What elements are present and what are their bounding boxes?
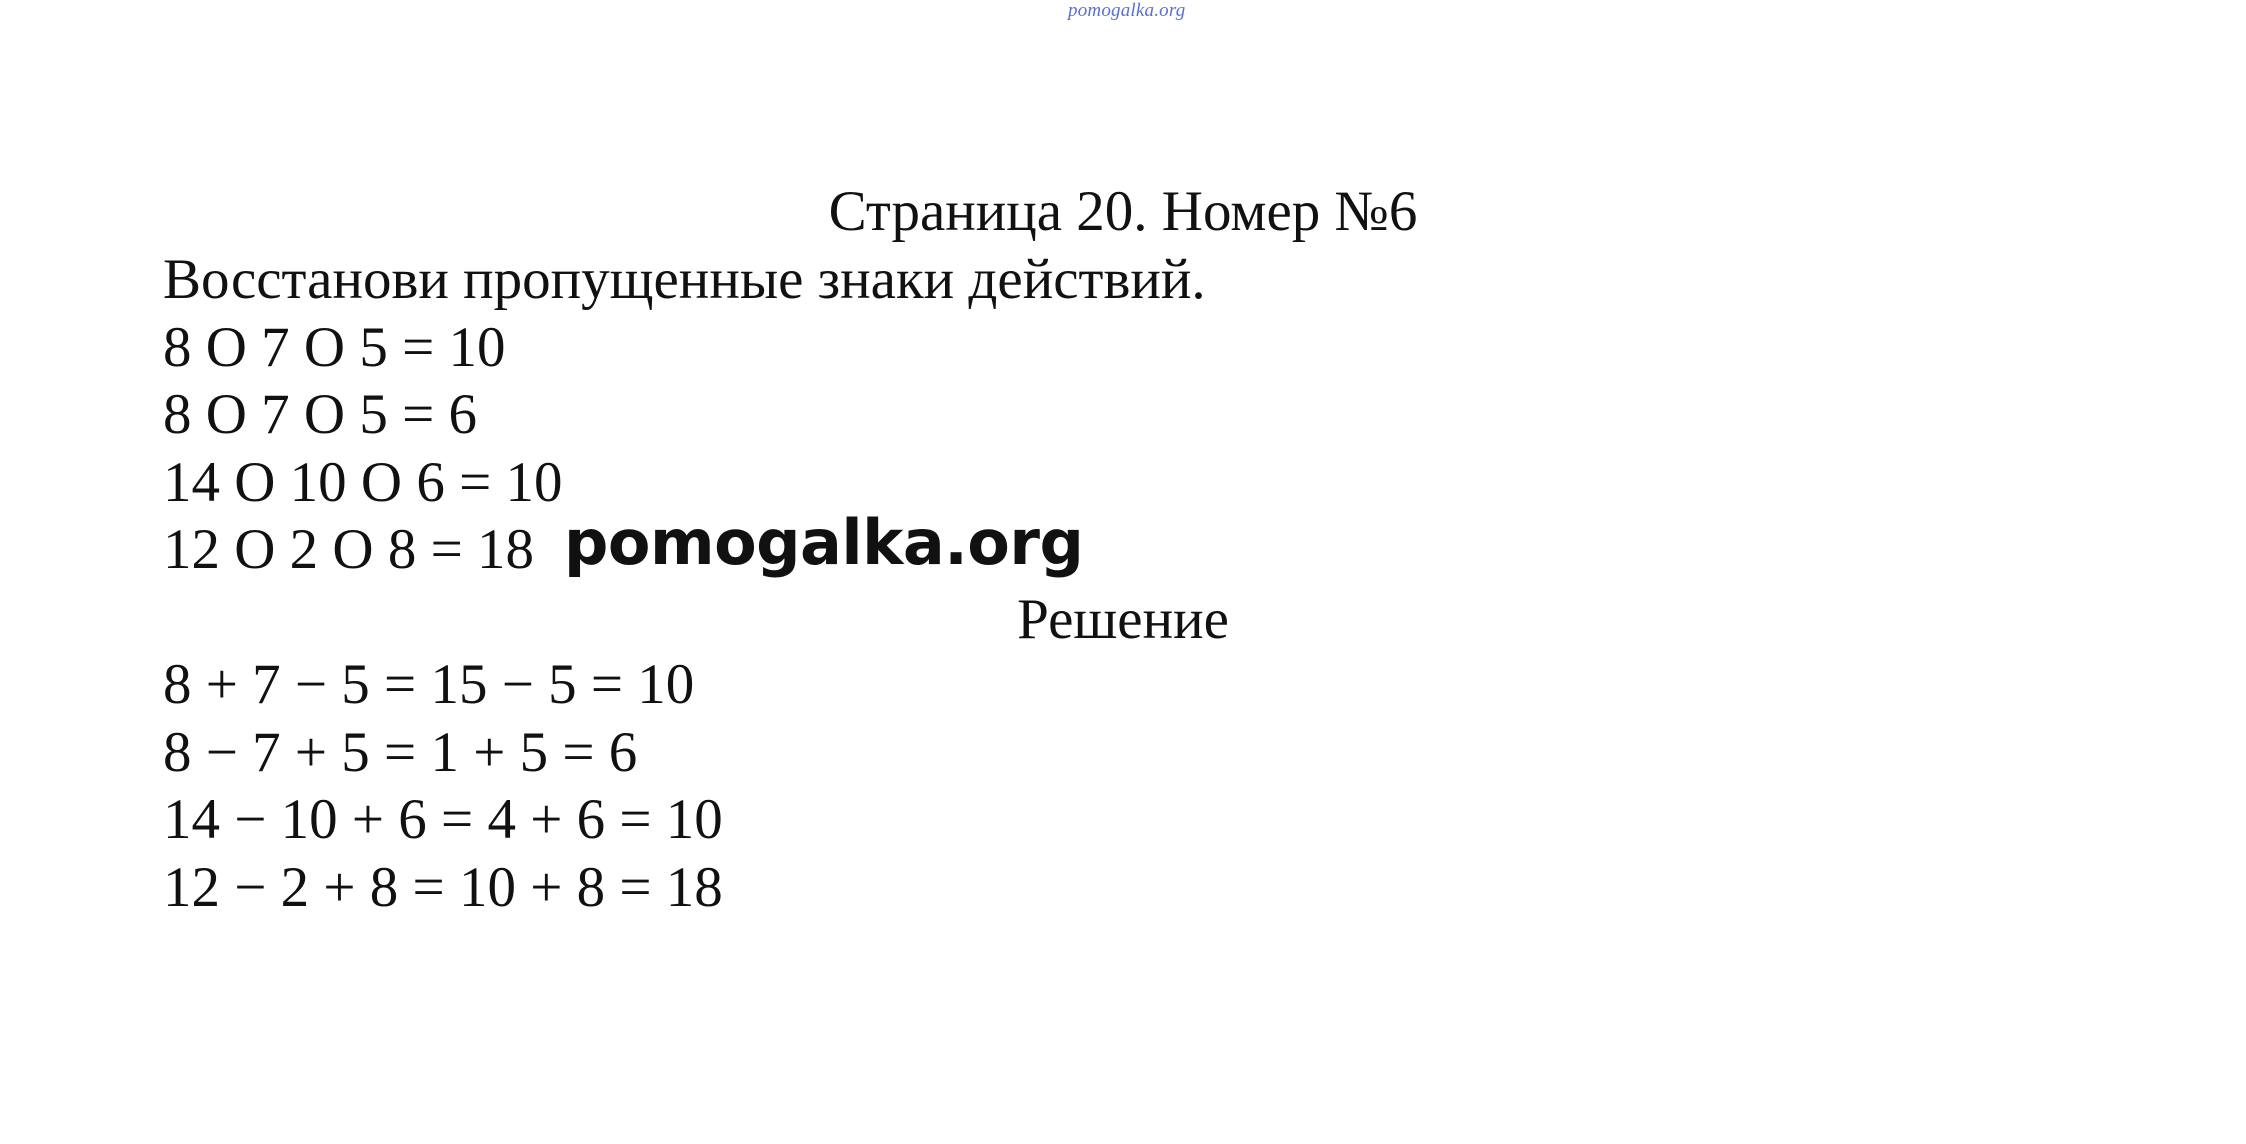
solution-line: 14 − 10 + 6 = 4 + 6 = 10	[163, 788, 723, 851]
solution-line: 8 − 7 + 5 = 1 + 5 = 6	[163, 721, 638, 784]
solution-heading: Решение	[1017, 588, 1229, 651]
problem-line: 8 O 7 O 5 = 10	[163, 316, 506, 379]
watermark: pomogalka.org	[564, 506, 1084, 579]
page-title: Страница 20. Номер №6	[828, 180, 1418, 243]
problem-line: 8 O 7 O 5 = 6	[163, 383, 477, 446]
task-text: Восстанови пропущенные знаки действий.	[163, 248, 1206, 311]
site-link[interactable]: pomogalka.org	[1068, 0, 1186, 21]
problem-line: 12 O 2 O 8 = 18	[163, 518, 534, 581]
solution-line: 8 + 7 − 5 = 15 − 5 = 10	[163, 653, 695, 716]
solution-line: 12 − 2 + 8 = 10 + 8 = 18	[163, 856, 723, 919]
problem-line: 14 O 10 O 6 = 10	[163, 451, 563, 514]
